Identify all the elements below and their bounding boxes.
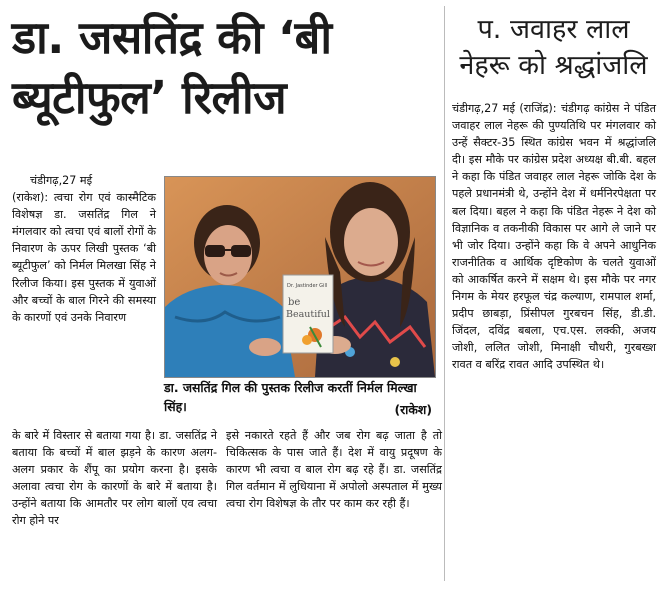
main-article-dateline: चंडीगढ़,27 मई [30,174,93,187]
column-divider [444,6,445,581]
photo-credit: (राकेश) [394,402,432,417]
book-author: Dr. Jastinder Gill [287,283,328,289]
side-article-body: चंडीगढ़,27 मई (राजिंद्र): चंडीगढ़ कांग्रेस ने पंडित जवाहर लाल नेहरू की पुण्यतिथि पर मंगलवार को उन्हें सैक्टर-35 स्थित कांग्रेस भवन में श्रद्धांजलि दी। इस मौके पर कांग्रेस प्रदेश अध्यक्ष बी.बी. बहल ने कहा कि पंडित जवाहर लाल नेहरू जोकि देश के पहले प्रधानमंत्री थे, उन्होंने देश में धर्मनिरपेक्षता पर बल दिया। बहल ने कहा कि पंडित नेहरू ने देश को विज्ञानिक व तकनीकी विकास पर आगे ले जाने पर भी जोर दिया। उन्होंने कहा कि वे अपने आधुनिक राजनीतिक व आर्थिक दृष्टिकोण के चलते युवाओं को आकर्षित करने में सक्षम थे। इस मौके पर नगर निगम के मेयर हरफूल चंद्र कल्याण, रामपाल शर्मा, प्रदीप छाबड़ा, प्रिंसीपल गुरबचन सिंह, डी.डी. जिंदल, दविंद्र बबला, एच.एस. लक्की, अजय जोशी, ललित जोशी, मिनाक्षी चौधरी, गुरबख्श रावत व बरिंद्र रावत आदि उपस्थित थे। [452,102,656,372]
side-headline [446,12,661,84]
book-title-2: Beautiful [286,309,330,320]
main-article-top-column [12,172,156,326]
photo-caption [164,378,436,420]
main-headline-line-1: डा. जसतिंद्र की ‘बी [12,11,332,64]
book-release-photo [164,176,436,378]
main-article-body-mid-lower: इसे नकारते रहते हैं और जब रोग बढ़ जाता है तो चिकित्सक के पास जाते हैं। देश में वायु प्रदूषण के कारण भी त्वचा व बाल रोग बढ़ रहे हैं। डा. जसतिंद्र गिल वर्तमान में लुधियाना में अपोलो अस्पताल में मुख्य त्वचा रोग विशेषज्ञ के तौर पर काम कर रही हैं। [226,429,442,511]
main-headline [12,8,432,128]
book [283,275,333,353]
sunglasses-left-lens [205,245,225,257]
sunglasses-right-lens [231,245,251,257]
side-headline-line-2: नेहरू को श्रद्धांजलि [459,50,648,81]
main-article-body-left-lower: के बारे में विस्तार से बताया गया है। डा. जसतिंद्र ने बताया कि बच्चों में बाल झड़ने के कारण अलग-अलग प्रकार के शैंपू का प्रयोग करना है। इसके अलावा त्वचा रोग के कारणों के बारे में बताया है। उन्होंने बताया कि आमतौर पर लोग बालों एव त्वचा रोग होने पर [12,429,217,528]
side-headline-line-1: प. जवाहर लाल [477,14,630,45]
book-title-1: be [288,297,301,308]
main-headline-line-2: ब्यूटीफुल’ रिलीज [12,71,287,124]
photo-caption-text: डा. जसतिंद्र गिल की पुस्तक रिलीज करतीं निर्मल मिल्खा सिंह। [164,380,417,414]
photo-illustration [165,177,435,377]
main-article-body-top: (राकेश): त्वचा रोग एवं कास्मैटिक विशेषज्ञ डा. जसतिंद्र गिल ने मंगलवार को त्वचा एवं बालों रोगों के निवारण के ऊपर लिखी पुस्तक ‘बी ब्यूटीफुल’ को निर्मल मिलखा सिंह ने रिलीज किया। इस पुस्तक में युवाओं और बच्चों के बाल गिरने की समस्या के कारणों एवं उनके निवारण [12,191,156,324]
